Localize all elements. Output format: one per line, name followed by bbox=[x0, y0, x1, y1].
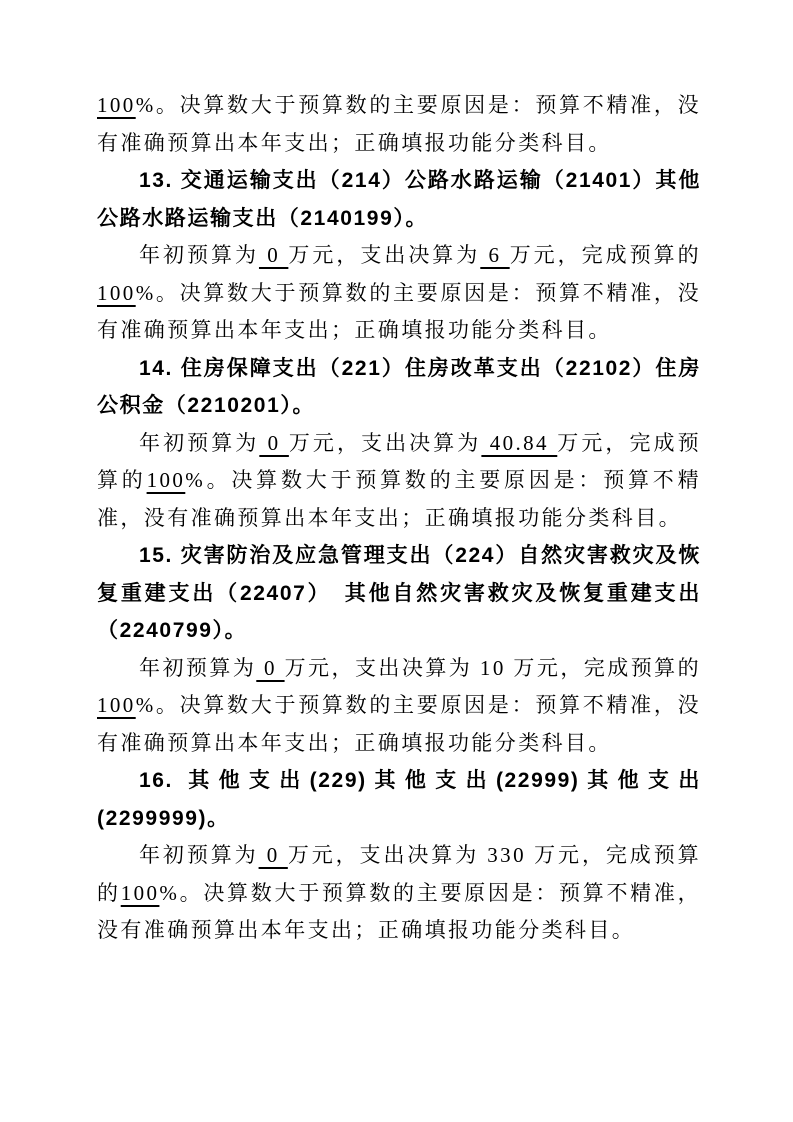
section-13-final-value: 6 bbox=[480, 243, 510, 267]
section-14-body-rest: %。决算数大于预算数的主要原因是：预算不精准，没有准确预算出本年支出；正确填报功能分类科目。 bbox=[97, 468, 701, 530]
section-13-budget-value: 0 bbox=[258, 243, 289, 267]
section-13-body-mid1: 万元，支出决算为 bbox=[288, 243, 481, 267]
document-text-block bbox=[97, 87, 701, 950]
section-14-body-mid1: 万元，支出决算为 bbox=[288, 430, 482, 455]
section-14-percent-value: 100 bbox=[146, 468, 186, 492]
section-14-heading: 14. 住房保障支出（221）住房改革支出（22102）住房公积金（2210201）。 bbox=[97, 356, 701, 417]
intro-percent-value: 100 bbox=[97, 93, 136, 117]
section-14-final-value: 40.84 bbox=[481, 430, 558, 455]
section-14-body-mid2: 万元，完成预算的 bbox=[97, 430, 702, 492]
section-13-body-lead: 年初预算为 bbox=[139, 243, 259, 267]
section-13-heading: 13. 交通运输支出（214）公路水路运输（21401）其他公路水路运输支出（2140199）。 bbox=[97, 169, 701, 230]
section-13-body-mid2: 万元，完成预算的 bbox=[509, 243, 702, 267]
section-14-body-lead: 年初预算为 bbox=[139, 430, 260, 455]
section-15-percent-value: 100 bbox=[97, 693, 136, 717]
section-16-body-mid: 万元，支出决算为 330 万元，完成预算的 bbox=[97, 843, 702, 905]
section-15-body-paragraph bbox=[97, 650, 701, 763]
section-14-body-paragraph bbox=[97, 425, 701, 538]
section-16-body-rest: %。决算数大于预算数的主要原因是：预算不精准，没有准确预算出本年支出；正确填报功能分类科目。 bbox=[97, 880, 701, 942]
section-16-body-lead: 年初预算为 bbox=[139, 843, 259, 867]
section-15-body-mid: 万元，支出决算为 10 万元，完成预算的 bbox=[284, 655, 702, 680]
section-16-percent-value: 100 bbox=[120, 880, 160, 905]
section-15-heading: 15. 灾害防治及应急管理支出（224）自然灾害救灾及恢复重建支出（22407） 其他自然灾害救灾及恢复重建支出（2240799）。 bbox=[97, 544, 701, 642]
section-13-body-rest: %。决算数大于预算数的主要原因是：预算不精准，没有准确预算出本年支出；正确填报功能分类科目。 bbox=[97, 280, 701, 342]
section-15-body-rest: %。决算数大于预算数的主要原因是：预算不精准，没有准确预算出本年支出；正确填报功能分类科目。 bbox=[97, 693, 701, 755]
section-14-budget-value: 0 bbox=[259, 430, 289, 455]
section-16-body-paragraph bbox=[97, 837, 701, 950]
section-13-percent-value: 100 bbox=[97, 280, 136, 305]
section-13-body-paragraph bbox=[97, 237, 701, 350]
section-16-budget-value: 0 bbox=[258, 843, 288, 867]
intro-continuation-paragraph bbox=[97, 87, 701, 162]
intro-paragraph-text: %。决算数大于预算数的主要原因是：预算不精准，没有准确预算出本年支出；正确填报功能分类科目。 bbox=[97, 93, 701, 155]
section-16-heading: 16. 其他支出(229)其他支出(22999)其他支出(2299999)。 bbox=[97, 769, 701, 830]
section-15-body-lead: 年初预算为 bbox=[139, 655, 257, 680]
section-15-budget-value: 0 bbox=[256, 655, 285, 680]
